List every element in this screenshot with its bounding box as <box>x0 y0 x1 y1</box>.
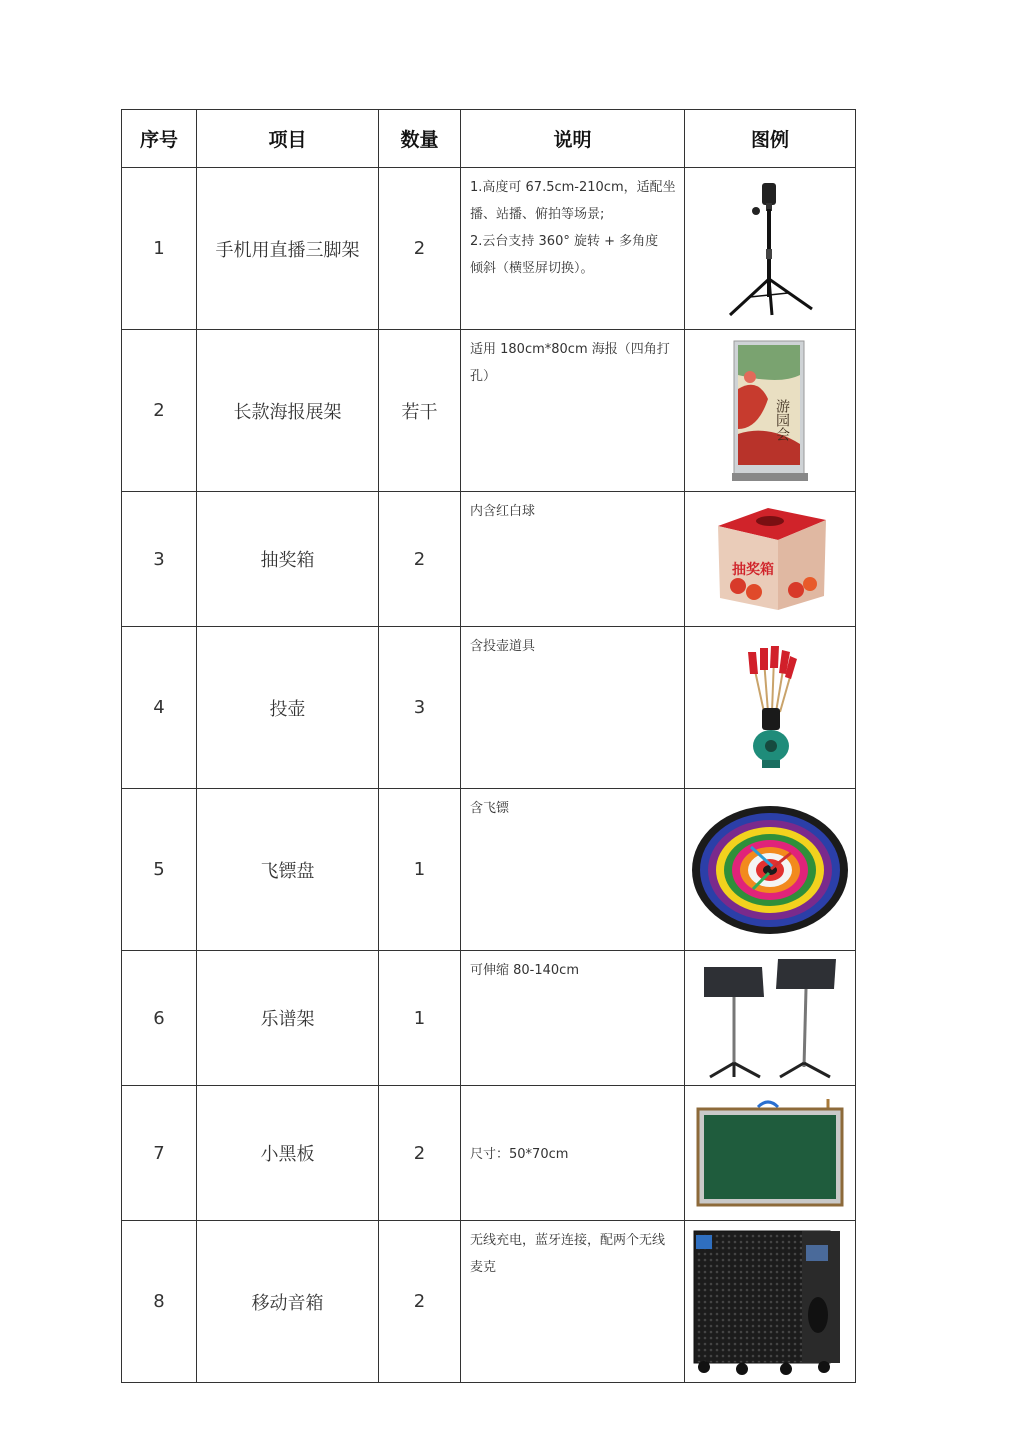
desc-line: 含投壶道具 <box>470 639 536 654</box>
row-desc <box>461 951 685 1086</box>
row-item: 小黑板 <box>197 1086 379 1221</box>
desc-line: 倾斜（横竖屏切换）。 <box>470 261 594 276</box>
row-qty: 若干 <box>379 330 461 492</box>
row-seq: 3 <box>122 492 197 627</box>
desc-line: 含飞镖 <box>470 801 510 816</box>
row-qty: 1 <box>379 951 461 1086</box>
row-seq: 5 <box>122 789 197 951</box>
header-desc: 说明 <box>461 110 685 168</box>
row-qty: 2 <box>379 492 461 627</box>
row-image <box>685 951 856 1086</box>
row-seq: 7 <box>122 1086 197 1221</box>
row-image <box>685 330 856 492</box>
poster-stand-icon <box>730 339 810 483</box>
row-qty: 1 <box>379 789 461 951</box>
box-label: 抽奖箱 <box>732 562 774 578</box>
row-item: 长款海报展架 <box>197 330 379 492</box>
row-image <box>685 789 856 951</box>
row-item: 投壶 <box>197 627 379 789</box>
table-row <box>122 1086 856 1221</box>
header-qty: 数量 <box>379 110 461 168</box>
dartboard-icon <box>691 805 849 935</box>
lottery-box-icon <box>708 504 832 614</box>
table-row <box>122 330 856 492</box>
row-item: 乐谱架 <box>197 951 379 1086</box>
desc-line: 内含红白球 <box>470 504 536 519</box>
table-row <box>122 951 856 1086</box>
row-desc <box>461 492 685 627</box>
row-item: 飞镖盘 <box>197 789 379 951</box>
row-desc <box>461 1086 685 1221</box>
desc-line: 孔） <box>470 369 497 384</box>
desc-line: 播、站播、俯拍等场景; <box>470 207 605 222</box>
desc-line: 尺寸：50*70cm <box>470 1146 569 1162</box>
table-row <box>122 789 856 951</box>
row-qty: 2 <box>379 1221 461 1383</box>
items-table <box>121 109 856 1383</box>
row-image <box>685 168 856 330</box>
row-qty: 2 <box>379 1086 461 1221</box>
header-image: 图例 <box>685 110 856 168</box>
table-row <box>122 1221 856 1383</box>
desc-line: 麦克 <box>470 1260 497 1275</box>
row-desc <box>461 1221 685 1383</box>
row-seq: 4 <box>122 627 197 789</box>
desc-line: 适用 180cm*80cm 海报（四角打 <box>470 342 670 357</box>
tripod-icon <box>720 179 820 319</box>
header-row <box>122 110 856 168</box>
header-item: 项目 <box>197 110 379 168</box>
row-image <box>685 627 856 789</box>
table-row <box>122 492 856 627</box>
row-seq: 2 <box>122 330 197 492</box>
table-row <box>122 168 856 330</box>
row-desc <box>461 627 685 789</box>
row-image <box>685 1086 856 1221</box>
row-image <box>685 1221 856 1383</box>
desc-line: 可伸缩 80-140cm <box>470 963 579 978</box>
poster-title: 游园会 <box>774 398 790 441</box>
row-qty: 2 <box>379 168 461 330</box>
speaker-icon <box>690 1227 850 1377</box>
desc-line: 无线充电，蓝牙连接，配两个无线 <box>470 1233 666 1248</box>
row-seq: 8 <box>122 1221 197 1383</box>
row-desc <box>461 168 685 330</box>
music-stand-icon <box>700 955 840 1081</box>
row-qty: 3 <box>379 627 461 789</box>
row-seq: 1 <box>122 168 197 330</box>
row-desc <box>461 330 685 492</box>
header-seq: 序号 <box>122 110 197 168</box>
pitch-pot-icon <box>740 646 800 770</box>
desc-line: 2.云台支持 360° 旋转 + 多角度 <box>470 234 659 249</box>
row-item: 移动音箱 <box>197 1221 379 1383</box>
row-item: 手机用直播三脚架 <box>197 168 379 330</box>
table-row <box>122 627 856 789</box>
desc-line: 1.高度可 67.5cm-210cm，适配坐 <box>470 180 676 195</box>
row-item: 抽奖箱 <box>197 492 379 627</box>
row-image <box>685 492 856 627</box>
row-seq: 6 <box>122 951 197 1086</box>
blackboard-icon <box>696 1097 844 1209</box>
row-desc <box>461 789 685 951</box>
